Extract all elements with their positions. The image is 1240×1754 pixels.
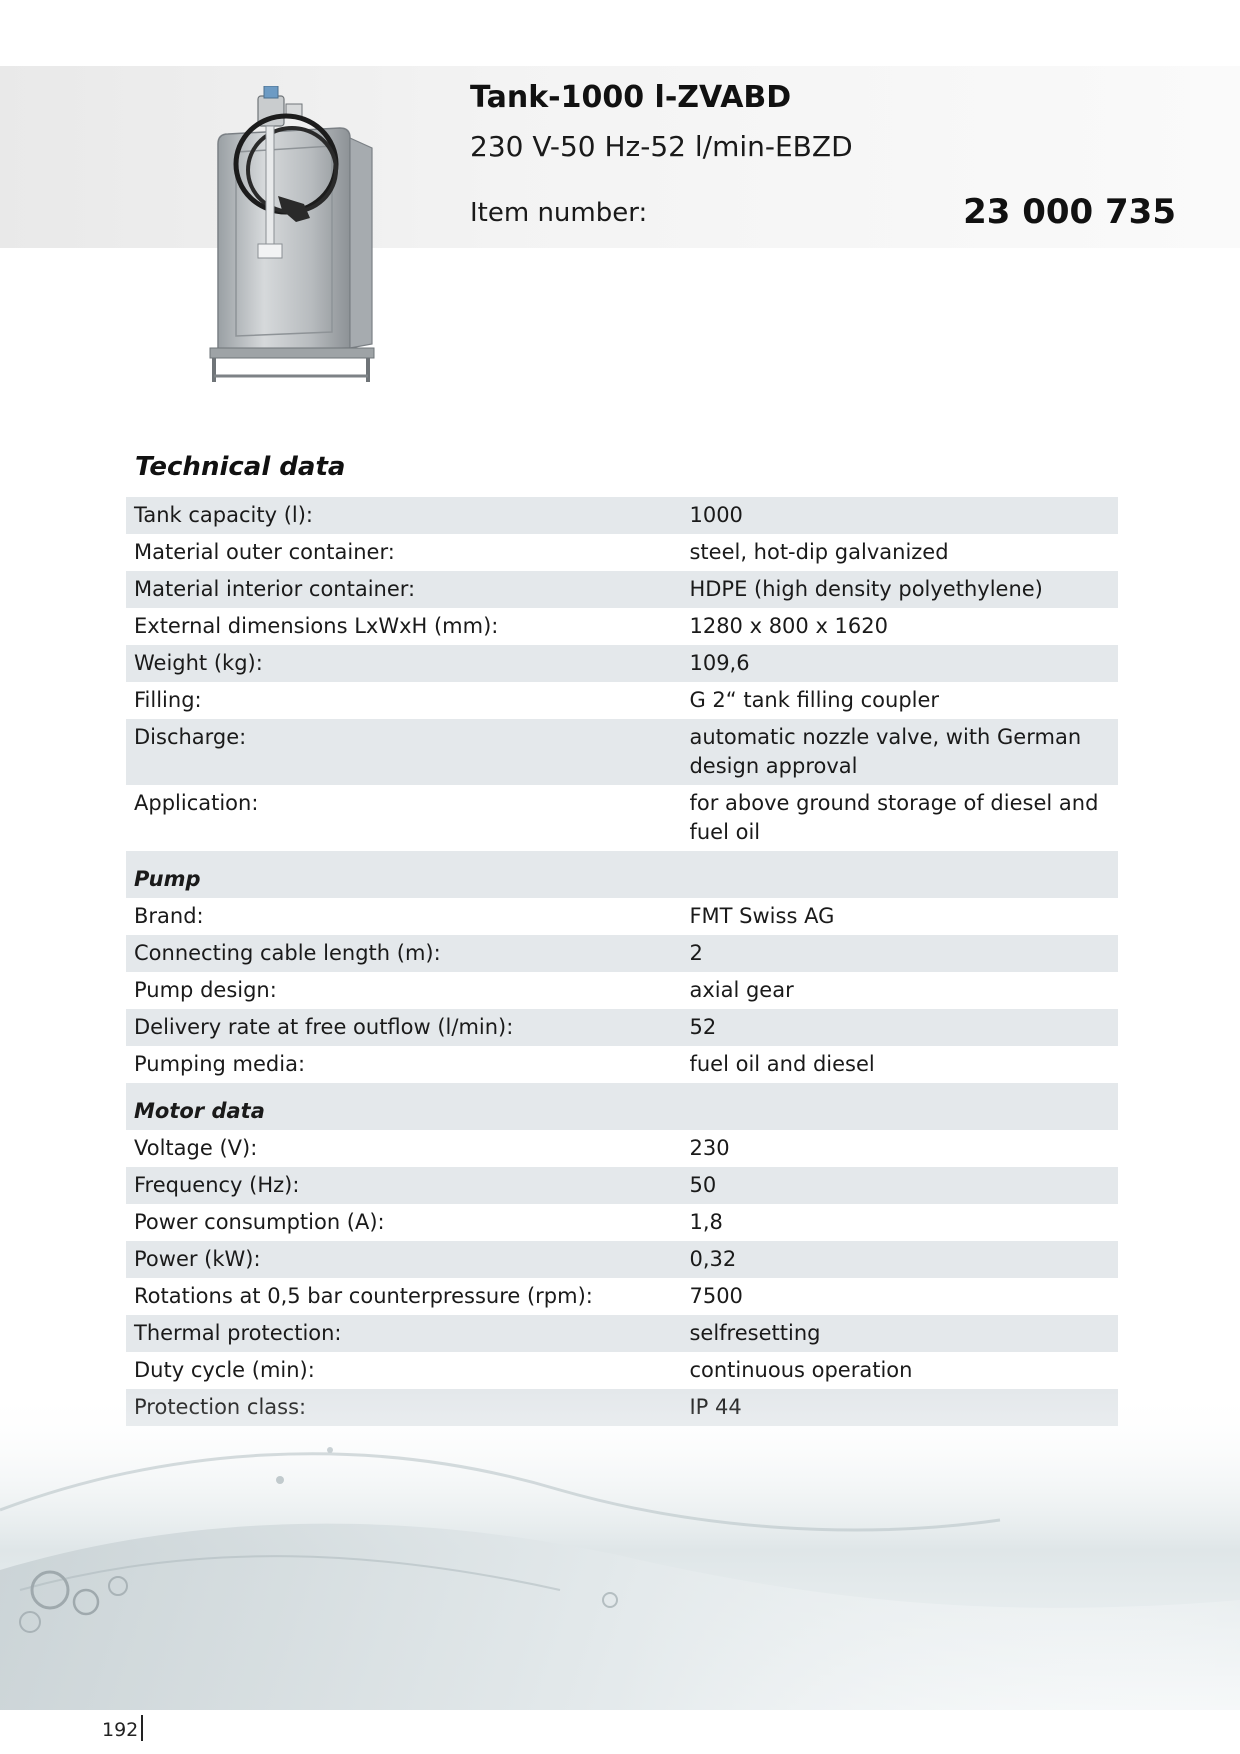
row-label: Material outer container: bbox=[134, 540, 395, 564]
section-header-motor bbox=[126, 1083, 1118, 1130]
row-value: 109,6 bbox=[673, 645, 1118, 682]
row-label: Weight (kg): bbox=[126, 645, 673, 682]
row-value: automatic nozzle valve, with German design approval bbox=[673, 719, 1118, 785]
row-label: Pump design: bbox=[134, 978, 277, 1002]
table-row bbox=[126, 972, 1118, 1009]
row-label: Pumping media: bbox=[134, 1052, 306, 1076]
row-label: Brand: bbox=[134, 904, 204, 928]
row-label: Duty cycle (min): bbox=[134, 1358, 315, 1382]
table-row bbox=[126, 719, 1118, 785]
row-label: Rotations at 0,5 bar counterpressure (rpm): bbox=[134, 1284, 593, 1308]
table-row bbox=[126, 1167, 1118, 1204]
table-row bbox=[126, 645, 1118, 682]
row-value: 52 bbox=[673, 1009, 1118, 1046]
row-value: for above ground storage of diesel and fuel oil bbox=[689, 791, 1099, 844]
motor-section-title: Motor data bbox=[126, 1083, 673, 1130]
row-value: 50 bbox=[673, 1167, 1118, 1204]
table-row bbox=[126, 1352, 1118, 1389]
pump-section-title: Pump bbox=[126, 851, 673, 898]
table-row bbox=[126, 497, 1118, 534]
table-row bbox=[126, 1241, 1118, 1278]
page-number-divider bbox=[141, 1715, 143, 1741]
row-label: Tank capacity (l): bbox=[126, 497, 673, 534]
row-label: Connecting cable length (m): bbox=[126, 935, 673, 972]
page-number: 192 bbox=[102, 1719, 139, 1741]
table-row bbox=[126, 1046, 1118, 1083]
table-row bbox=[126, 534, 1118, 571]
item-number: 23 000 735 bbox=[963, 192, 1176, 232]
row-label: External dimensions LxWxH (mm): bbox=[134, 614, 499, 638]
product-title: Tank-1000 l-ZVABD bbox=[470, 80, 792, 115]
technical-data-table bbox=[126, 497, 1118, 1426]
row-label: Filling: bbox=[134, 688, 202, 712]
row-label: Power consumption (A): bbox=[134, 1210, 385, 1234]
product-subtitle: 230 V-50 Hz-52 l/min-EBZD bbox=[470, 130, 853, 163]
row-value: 2 bbox=[673, 935, 1118, 972]
section-header-pump bbox=[126, 851, 1118, 898]
row-value: 7500 bbox=[689, 1284, 743, 1308]
row-value: 1280 x 800 x 1620 bbox=[689, 614, 888, 638]
table-row bbox=[126, 1204, 1118, 1241]
row-value: 0,32 bbox=[673, 1241, 1118, 1278]
table-row bbox=[126, 898, 1118, 935]
table-row bbox=[126, 682, 1118, 719]
table-row bbox=[126, 571, 1118, 608]
row-value: fuel oil and diesel bbox=[689, 1052, 875, 1076]
technical-data-title: Technical data bbox=[135, 452, 346, 482]
row-value: 230 bbox=[689, 1136, 730, 1160]
table-row bbox=[126, 1009, 1118, 1046]
tank-product-image bbox=[200, 86, 390, 386]
row-value: selfresetting bbox=[673, 1315, 1118, 1352]
row-label: Material interior container: bbox=[126, 571, 673, 608]
row-label: Discharge: bbox=[126, 719, 673, 785]
table-row bbox=[126, 1278, 1118, 1315]
row-label: Application: bbox=[134, 791, 259, 815]
table-row bbox=[126, 1315, 1118, 1352]
row-value: steel, hot-dip galvanized bbox=[689, 540, 949, 564]
row-value: 1,8 bbox=[689, 1210, 723, 1234]
item-number-label: Item number: bbox=[470, 198, 648, 228]
row-label: Voltage (V): bbox=[134, 1136, 258, 1160]
row-label: Power (kW): bbox=[126, 1241, 673, 1278]
row-value: 1000 bbox=[673, 497, 1118, 534]
row-value: axial gear bbox=[689, 978, 794, 1002]
row-label: Thermal protection: bbox=[126, 1315, 673, 1352]
table-row bbox=[126, 785, 1118, 851]
table-row bbox=[126, 935, 1118, 972]
row-label: Delivery rate at free outflow (l/min): bbox=[126, 1009, 673, 1046]
row-label: Frequency (Hz): bbox=[126, 1167, 673, 1204]
water-splash-decoration bbox=[0, 1390, 1240, 1710]
row-value: FMT Swiss AG bbox=[689, 904, 835, 928]
table-row bbox=[126, 608, 1118, 645]
row-value: HDPE (high density polyethylene) bbox=[673, 571, 1118, 608]
row-value: continuous operation bbox=[689, 1358, 913, 1382]
row-value: G 2“ tank filling coupler bbox=[689, 688, 940, 712]
table-row bbox=[126, 1130, 1118, 1167]
